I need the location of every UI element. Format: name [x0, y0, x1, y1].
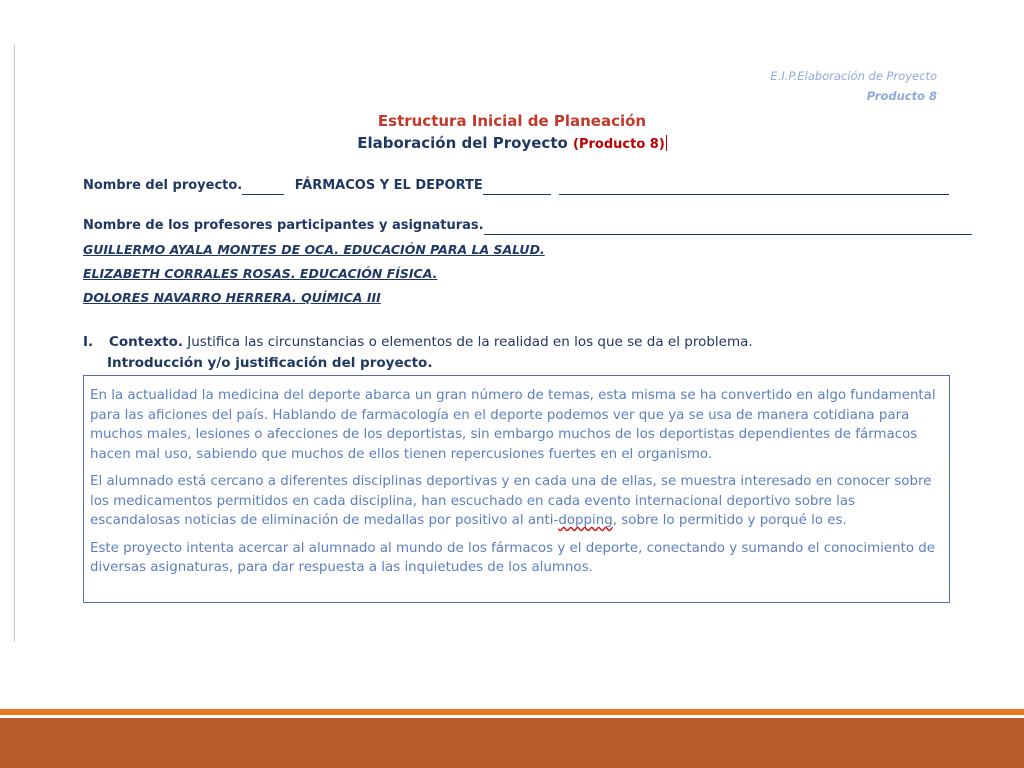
blank-line [559, 179, 949, 195]
teachers-row [83, 218, 935, 235]
header-title: E.I.P.Elaboración de Proyecto [770, 69, 937, 83]
subtitle-text: Elaboración del Proyecto [357, 134, 568, 152]
paragraph: Este proyecto intenta acercar al alumnado al mundo de los fármacos y el deporte, conectando y sumando el conocimiento de diversas asignaturas, para dar respuesta a las inquietudes de los alumnos. [90, 540, 936, 575]
paragraph-text: El alumnado está cercano a diferentes disciplinas deportivas y en cada una de ellas, se muestra interesado en conocer sobre los medicamentos permitidos en cada disciplina, han escuchado en cada evento internacional deportivo sobre las escandalosas noticias de eliminación de medallas por positivo al anti- [90, 474, 932, 528]
blank-line [484, 219, 972, 235]
subtitle-product: (Producto 8) [573, 137, 665, 152]
project-name-label: Nombre del proyecto. [83, 178, 243, 193]
context-label: Contexto. [109, 334, 183, 350]
context-heading [83, 334, 753, 350]
spellcheck-flagged-word[interactable]: dopping [558, 513, 613, 528]
section-number: I. [83, 334, 94, 350]
intro-heading: Introducción y/o justificación del proyecto. [107, 355, 433, 371]
context-description: Justifica las circunstancias o elementos de la realidad en los que se da el problema. [187, 334, 753, 350]
project-name-value[interactable]: FÁRMACOS Y EL DEPORTE [294, 178, 483, 193]
paragraph-text: , sobre lo permitido y porqué lo es. [612, 513, 847, 528]
project-name-row [83, 178, 915, 195]
page-subtitle [0, 132, 1024, 156]
text-cursor [666, 135, 667, 151]
teacher-item[interactable]: GUILLERMO AYALA MONTES DE OCA. EDUCACIÓN PARA LA SALUD. [83, 242, 545, 257]
header-product: Producto 8 [866, 89, 937, 103]
blank-line [483, 179, 551, 195]
title-block [0, 110, 1024, 156]
justification-textbox[interactable] [83, 375, 950, 603]
paragraph: En la actualidad la medicina del deporte abarca un gran número de temas, esta misma se ha convertido en algo fundamental para las aficiones del país. Hablando de farmacología en el deporte podemos ver que ya se usa de manera cotidiana para muchos males, lesiones o afecciones de los deportistas, sin embargo muchos de los deportistas dependientes de fármacos hacen mal uso, sabiendo que muchos de ellos tienen repercusiones fuertes en el organismo. [90, 388, 936, 462]
footer-bar [0, 718, 1024, 768]
teacher-item[interactable]: ELIZABETH CORRALES ROSAS. EDUCACIÓN FÍSICA. [83, 266, 438, 281]
teachers-label: Nombre de los profesores participantes y asignaturas. [83, 218, 484, 233]
footer-accent-stripe [0, 709, 1024, 715]
teacher-item[interactable]: DOLORES NAVARRO HERRERA. QUÍMICA III [83, 290, 381, 305]
document-header [770, 66, 937, 106]
paragraph [90, 472, 941, 531]
page-title: Estructura Inicial de Planeación [377, 112, 647, 130]
blank-line [242, 179, 284, 195]
